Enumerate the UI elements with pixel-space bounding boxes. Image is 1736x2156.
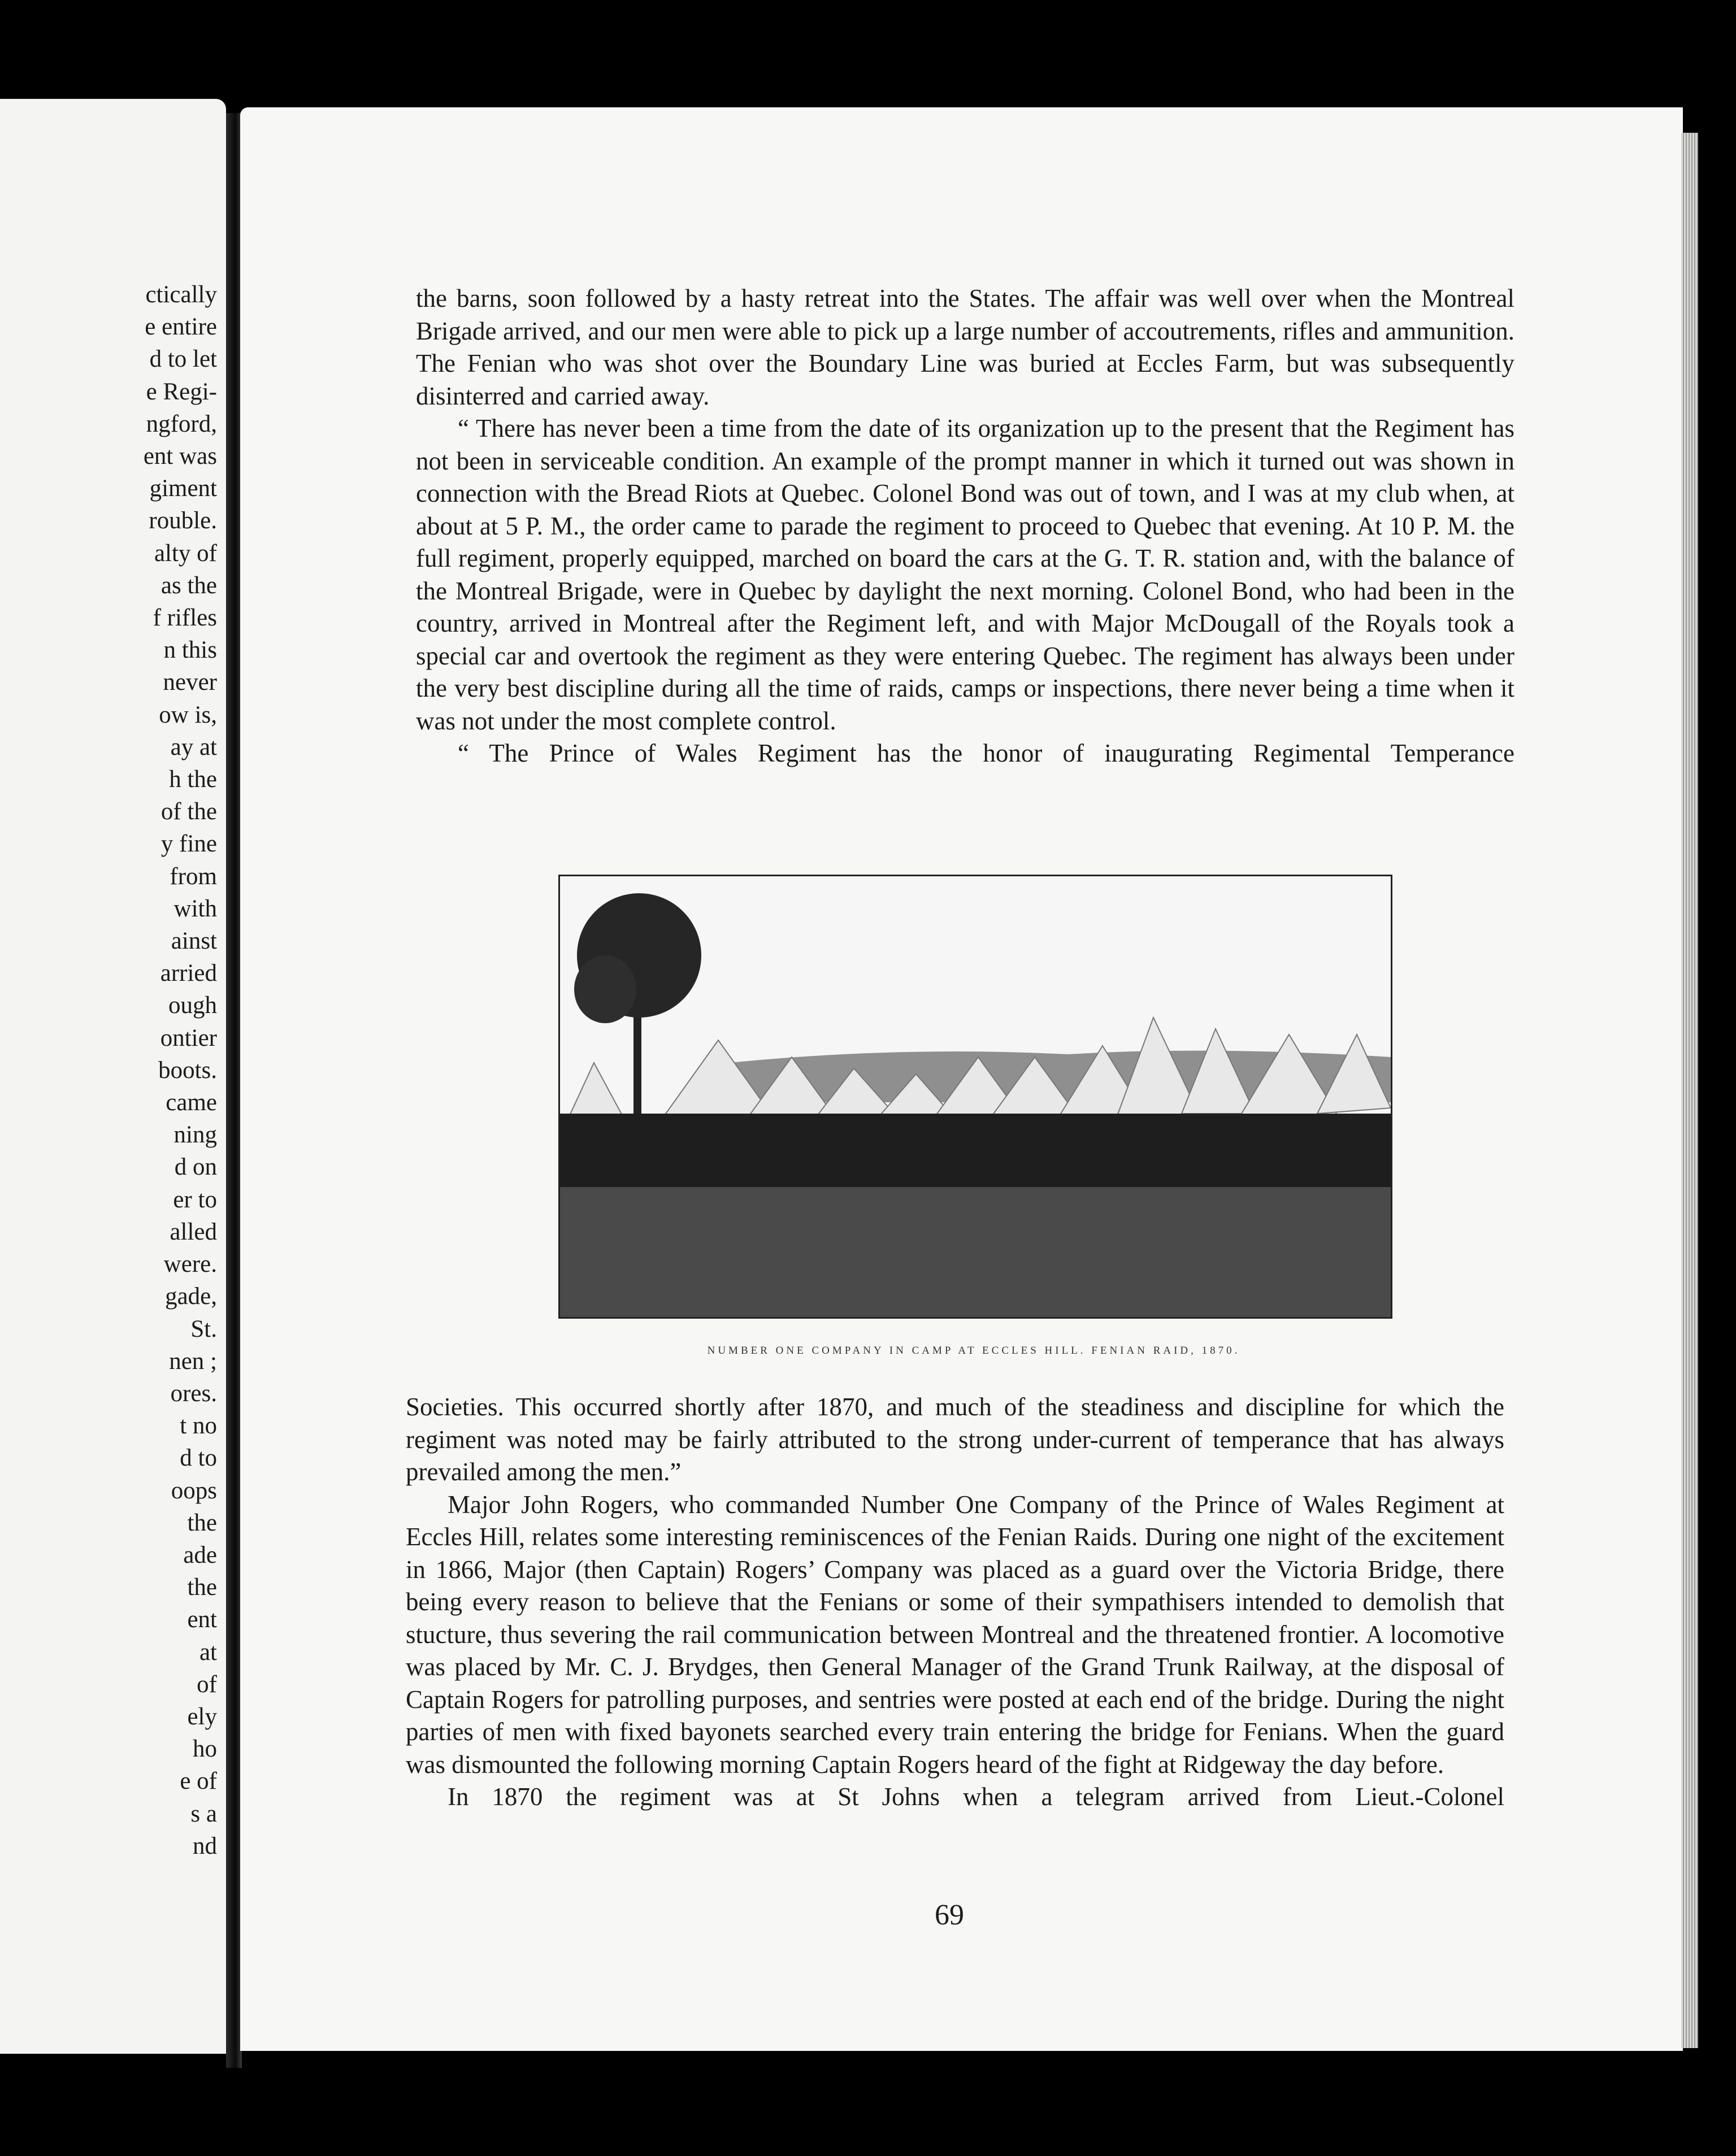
left-page-line: from (170, 863, 217, 890)
left-page-line: t no (180, 1412, 217, 1440)
camp-photo-illustration (560, 876, 1391, 1317)
left-page-line: ent (187, 1606, 217, 1633)
left-page-line: never (163, 669, 217, 696)
left-page-line: ade (183, 1541, 217, 1568)
left-facing-page (0, 99, 226, 2054)
left-page-line: d to (180, 1445, 217, 1472)
top-text-block (416, 282, 1514, 770)
left-page-line: giment (149, 475, 217, 502)
left-page-line: ent was (143, 443, 217, 470)
left-page-line: nen ; (169, 1348, 217, 1375)
left-page-line: alled (170, 1218, 217, 1245)
left-page-line: arried (160, 960, 217, 987)
left-page-line: ough (168, 992, 217, 1019)
left-page-line: e Regi- (146, 378, 217, 405)
left-page-line: St. (190, 1315, 217, 1342)
left-page-line: boots. (158, 1057, 217, 1084)
bottom-text-block (406, 1391, 1504, 1814)
paragraph: “ The Prince of Wales Regiment has the honor of inaugurating Regimental Temperance (458, 739, 1514, 767)
left-page-text-fragments (144, 279, 217, 1862)
left-page-line: at (199, 1638, 217, 1666)
left-page-line: nd (193, 1832, 217, 1859)
page-edge (1681, 133, 1698, 2048)
left-page-line: ontier (160, 1024, 217, 1051)
left-page-line: ainst (171, 928, 217, 955)
left-page-line: alty of (154, 540, 217, 567)
left-page-line: the (187, 1509, 217, 1536)
paragraph: the barns, soon followed by a hasty retreat into the States. The affair was well over when the Montreal Brigade arrived, and our men were able to pick up a large number of accoutrements, rifles and ammunition. The Fenian who was shot over the Boundary Line was buried at Eccles Farm, but was subsequently disinterred and carried away. (416, 284, 1514, 410)
left-page-line: gade, (165, 1283, 217, 1310)
left-page-line: with (173, 895, 217, 922)
left-page-line: e entire (145, 314, 217, 341)
camp-photograph (558, 875, 1392, 1319)
left-page-line: rouble. (149, 507, 217, 534)
left-page-line: ngford, (146, 410, 217, 437)
left-page-line: ning (173, 1122, 217, 1149)
left-page-line: h the (169, 766, 217, 793)
left-page-line: d to let (149, 346, 217, 373)
left-page-line: ores. (170, 1380, 217, 1407)
paragraph: Major John Rogers, who commanded Number One Company of the Prince of Wales Regiment at Eccles Hill, relates some interesting reminiscences of the Fenian Raids. During one night of the excitement in 1866, Major (then Captain) Rogers’ Company was placed as a guard over the Victoria Bridge, there being every reason to believe that the Fenians or some of their sympathisers intended to demolish that stucture, thus severing the rail communication between Montreal and the threatened frontier. A locomotive was placed by Mr. C. J. Brydges, then General Manager of the Grand Trunk Railway, at the disposal of Captain Rogers for patrolling purposes, and sentries were posted at each end of the bridge. During the night parties of men with fixed bayonets searched every train entering the bridge for Fenians. When the guard was dismounted the following morning Captain Rogers heard of the fight at Ridgeway the day before. (406, 1490, 1504, 1779)
page-number: 69 (935, 1899, 964, 1931)
left-page-line: ely (187, 1703, 217, 1730)
left-page-line: ay at (170, 733, 217, 760)
left-page-line: as the (160, 572, 217, 599)
photo-caption: NUMBER ONE COMPANY IN CAMP AT ECCLES HILL. FENIAN RAID, 1870. (707, 1345, 1240, 1357)
left-page-line: came (166, 1089, 217, 1116)
left-page-line: ow is, (159, 701, 217, 728)
left-page-line: d on (174, 1154, 217, 1181)
paragraph: Societies. This occurred shortly after 1870, and much of the steadiness and discipline for which the regiment was noted may be fairly attributed to the strong under-current of temperance that has always prevailed among the men.” (406, 1393, 1504, 1486)
left-page-line: ho (193, 1736, 217, 1763)
left-page-line: oops (171, 1477, 217, 1504)
left-page-line: f rifles (153, 605, 217, 632)
left-page-line: s a (190, 1800, 217, 1827)
left-page-line: y fine (160, 831, 217, 858)
book-gutter (226, 113, 242, 2068)
left-page-line: e of (180, 1768, 217, 1795)
paragraph: “ There has never been a time from the date of its organization up to the present that the Regiment has not been in serviceable condition. An example of the prompt manner in which it turned out was shown in connection with the Bread Riots at Quebec. Colonel Bond was out of town, and I was at my club when, at about at 5 P. M., the order came to parade the regiment to proceed to Quebec that evening. At 10 P. M. the full regiment, properly equipped, marched on board the cars at the G. T. R. station and, with the balance of the Montreal Brigade, were in Quebec by daylight the next morning. Colonel Bond, who had been in the country, arrived in Montreal after the Regiment left, and with Major McDougall of the Royals took a special car and overtook the regiment as they were entering Quebec. The regiment has always been under the very best discipline during all the time of raids, camps or inspections, there never being a time when it was not under the most complete control. (416, 414, 1514, 735)
left-page-line: of the (160, 798, 217, 825)
left-page-line: ctically (145, 281, 217, 308)
left-page-line: er to (173, 1186, 217, 1213)
left-page-line: the (187, 1574, 217, 1601)
left-page-line: n this (163, 637, 217, 664)
left-page-line: were. (163, 1251, 217, 1278)
paragraph: In 1870 the regiment was at St Johns when a telegram arrived from Lieut.-Colonel (448, 1783, 1504, 1811)
left-page-line: of (197, 1671, 217, 1698)
